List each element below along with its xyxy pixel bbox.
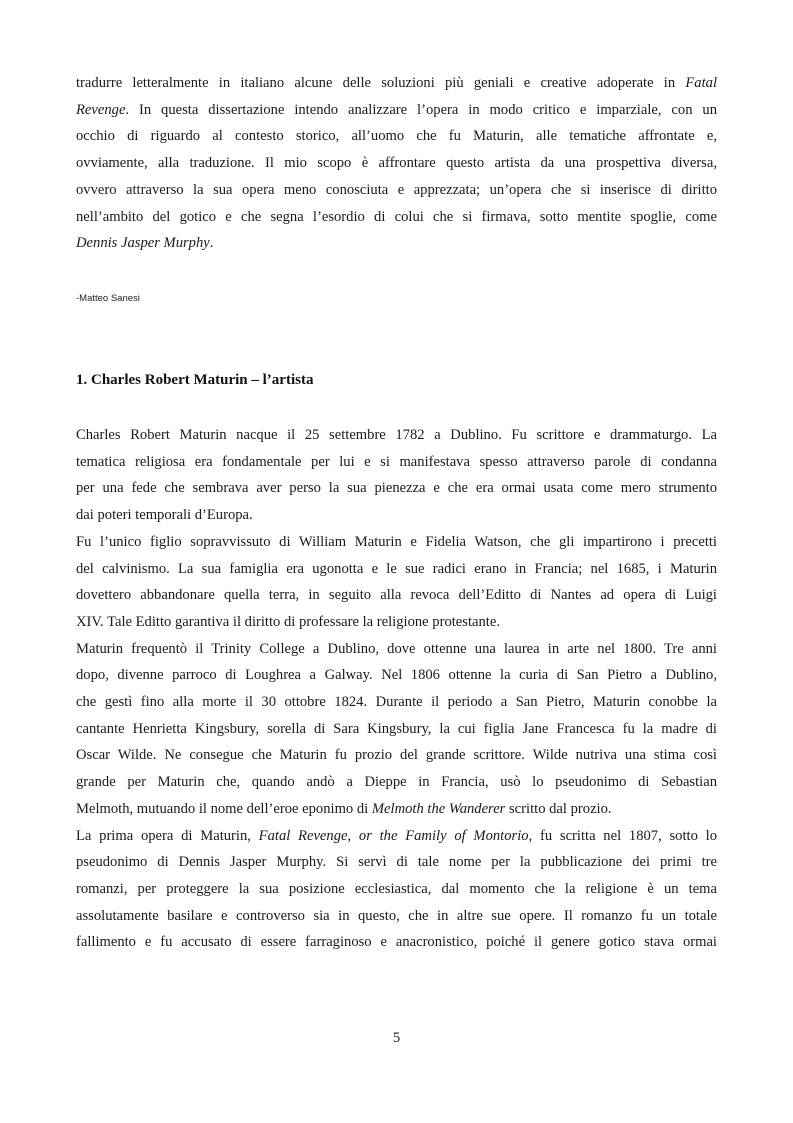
text-line: ovviamente, alla traduzione. Il mio scopo è affrontare questo artista da una prospettiva diversa,: [76, 155, 717, 172]
text-line: Dennis Jasper Murphy.: [76, 235, 214, 252]
section-heading: 1. Charles Robert Maturin – l’artista: [76, 372, 314, 388]
text-line: tematica religiosa era fondamentale per lui e si manifestava spesso attraverso parole di condanna: [76, 453, 717, 470]
text-line: Oscar Wilde. Ne consegue che Maturin fu prozio del grande scrittore. Wilde nutriva una stima così: [76, 747, 717, 764]
text-line: Fu l’unico figlio sopravvissuto di William Maturin e Fidelia Watson, che gli impartirono i precetti: [76, 533, 717, 550]
text-line: La prima opera di Maturin, Fatal Revenge, or the Family of Montorio, fu scritta nel 1807, sotto lo: [76, 827, 717, 844]
paragraph-1: [76, 422, 717, 529]
text-line: Maturin frequentò il Trinity College a Dublino, dove ottenne una laurea in arte nel 1800. Tre anni: [76, 640, 717, 657]
text-line: assolutamente basilare e controverso sia in questo, che in altre sue opere. Il romanzo fu un totale: [76, 907, 717, 924]
intro-paragraph: [76, 70, 717, 257]
text-line: pseudonimo di Dennis Jasper Murphy. Si servì di tale nome per la pubblicazione dei primi tre: [76, 854, 717, 871]
text-line: Charles Robert Maturin nacque il 25 settembre 1782 a Dublino. Fu scrittore e drammaturgo. La: [76, 427, 717, 443]
text-line: dai poteri temporali d’Europa.: [76, 507, 253, 524]
text-line: dovettero abbandonare quella terra, in seguito alla revoca dell’Editto di Nantes ad opera di Luigi: [76, 587, 717, 604]
text-line: del calvinismo. La sua famiglia era ugonotta e le sue radici erano in Francia; nel 1685, i Maturin: [76, 560, 717, 577]
text-line: cantante Henrietta Kingsbury, sorella di Sara Kingsbury, la cui figlia Jane Francesca fu la madre di: [76, 720, 717, 737]
author-signature: -Matteo Sanesi: [76, 293, 140, 304]
text-line: fallimento e fu accusato di essere farraginoso e anacronistico, poiché il genere gotico stava ormai: [76, 934, 717, 951]
text-line: tradurre letteralmente in italiano alcune delle soluzioni più geniali e creative adoperate in Fatal: [76, 75, 717, 91]
paragraph-2: [76, 529, 717, 636]
text-line: occhio di riguardo al contesto storico, all’uomo che fu Maturin, alle tematiche affrontate e,: [76, 128, 717, 145]
text-line: Melmoth, mutuando il nome dell’eroe eponimo di Melmoth the Wanderer scritto dal prozio.: [76, 800, 612, 817]
page-number: 5: [392, 1030, 401, 1046]
text-line: XIV. Tale Editto garantiva il diritto di professare la religione protestante.: [76, 613, 500, 630]
text-line: nell’ambito del gotico e che segna l’esordio di colui che si firmava, sotto mentite spoglie, come: [76, 208, 717, 225]
text-line: Revenge. In questa dissertazione intendo analizzare l’opera in modo critico e imparziale, con un: [76, 101, 717, 118]
paragraph-4: [76, 823, 717, 957]
text-line: che gestì fino alla morte il 30 ottobre 1824. Durante il periodo a San Pietro, Maturin conobbe la: [76, 694, 717, 711]
text-line: grande per Maturin che, quando andò a Dieppe in Francia, usò lo pseudonimo di Sebastian: [76, 774, 717, 791]
body-text: [76, 422, 717, 956]
text-line: dopo, divenne parroco di Loughrea a Galway. Nel 1806 ottenne la curia di San Pietro a Dublino,: [76, 667, 717, 684]
text-line: romanzi, per proteggere la sua posizione ecclesiastica, dal momento che la religione è un tema: [76, 880, 717, 897]
paragraph-3: [76, 636, 717, 823]
text-line: ovvero attraverso la sua opera meno conosciuta e apprezzata; un’opera che si inserisce di diritto: [76, 181, 717, 198]
text-line: per una fede che sembrava aver perso la sua pienezza e che era ormai usata come mero strumento: [76, 480, 717, 497]
